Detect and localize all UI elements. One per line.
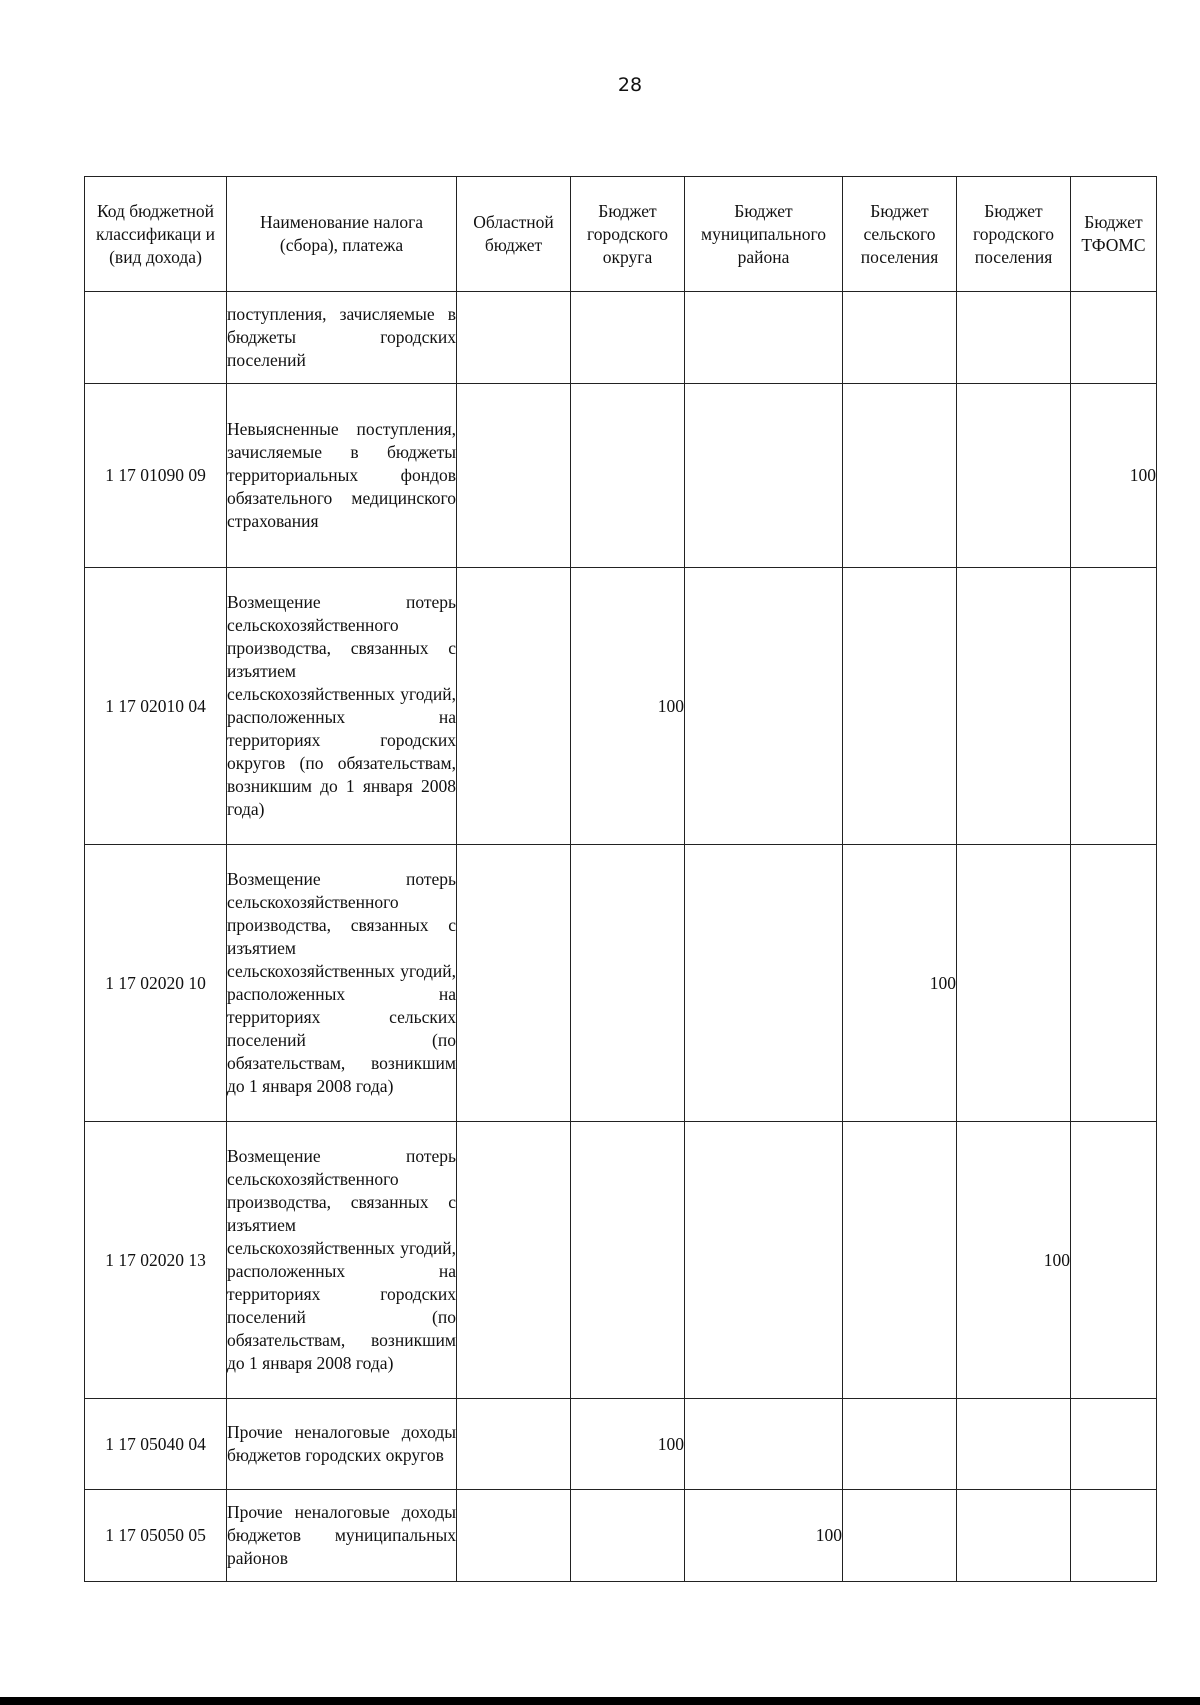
row-tfoms-value [1071, 1122, 1157, 1399]
row-name: Возмещение потерь сельскохозяйственного производства, связанных с изъятием сельскохозяйственных угодий, расположенных на территориях городских поселений (по обязательствам, возникшим до 1 января 2008 года) [227, 1122, 457, 1399]
row-municipal-district-value [685, 845, 843, 1122]
row-regional-value [457, 1490, 571, 1582]
row-municipal-district-value [685, 1399, 843, 1490]
row-tfoms-value [1071, 292, 1157, 384]
row-tfoms-value [1071, 1399, 1157, 1490]
row-rural-settlement-value: 100 [843, 845, 957, 1122]
row-code: 1 17 05050 05 [85, 1490, 227, 1582]
row-municipal-district-value [685, 568, 843, 845]
row-urban-settlement-value [957, 292, 1071, 384]
row-code: 1 17 02020 10 [85, 845, 227, 1122]
header-tfoms-budget: Бюджет ТФОМС [1071, 177, 1157, 292]
row-city-district-value [571, 292, 685, 384]
row-municipal-district-value [685, 1122, 843, 1399]
row-code: 1 17 02020 13 [85, 1122, 227, 1399]
row-tfoms-value [1071, 1490, 1157, 1582]
header-municipal-district-budget: Бюджет муниципального района [685, 177, 843, 292]
row-regional-value [457, 1399, 571, 1490]
row-urban-settlement-value [957, 1490, 1071, 1582]
row-regional-value [457, 1122, 571, 1399]
row-rural-settlement-value [843, 568, 957, 845]
table-header-row [85, 177, 1157, 292]
row-name: поступления, зачисляемые в бюджеты городских поселений [227, 292, 457, 384]
row-code: 1 17 05040 04 [85, 1399, 227, 1490]
row-municipal-district-value: 100 [685, 1490, 843, 1582]
row-tfoms-value [1071, 568, 1157, 845]
row-rural-settlement-value [843, 384, 957, 568]
row-rural-settlement-value [843, 292, 957, 384]
row-rural-settlement-value [843, 1122, 957, 1399]
row-urban-settlement-value [957, 568, 1071, 845]
table-row [85, 1399, 1157, 1490]
table-row [85, 1122, 1157, 1399]
budget-classification-table [84, 176, 1157, 1582]
row-name: Возмещение потерь сельскохозяйственного производства, связанных с изъятием сельскохозяйственных угодий, расположенных на территориях сельских поселений (по обязательствам, возникшим до 1 января 2008 года) [227, 845, 457, 1122]
row-city-district-value [571, 1490, 685, 1582]
scan-bottom-edge [0, 1697, 1200, 1705]
row-rural-settlement-value [843, 1490, 957, 1582]
row-city-district-value [571, 384, 685, 568]
row-code [85, 292, 227, 384]
row-urban-settlement-value: 100 [957, 1122, 1071, 1399]
row-urban-settlement-value [957, 384, 1071, 568]
row-city-district-value [571, 845, 685, 1122]
row-urban-settlement-value [957, 1399, 1071, 1490]
header-city-district-budget: Бюджет городского округа [571, 177, 685, 292]
row-regional-value [457, 384, 571, 568]
table-row [85, 568, 1157, 845]
table-row [85, 292, 1157, 384]
row-city-district-value: 100 [571, 568, 685, 845]
row-name: Возмещение потерь сельскохозяйственного производства, связанных с изъятием сельскохозяйственных угодий, расположенных на территориях городских округов (по обязательствам, возникшим до 1 января 2008 года) [227, 568, 457, 845]
row-tfoms-value [1071, 845, 1157, 1122]
page-number: 28 [617, 74, 643, 96]
row-municipal-district-value [685, 292, 843, 384]
row-code: 1 17 01090 09 [85, 384, 227, 568]
row-regional-value [457, 845, 571, 1122]
header-regional-budget: Областной бюджет [457, 177, 571, 292]
row-name: Прочие неналоговые доходы бюджетов муниципальных районов [227, 1490, 457, 1582]
header-urban-settlement-budget: Бюджет городского поселения [957, 177, 1071, 292]
header-rural-settlement-budget: Бюджет сельского поселения [843, 177, 957, 292]
row-city-district-value [571, 1122, 685, 1399]
row-urban-settlement-value [957, 845, 1071, 1122]
row-tfoms-value: 100 [1071, 384, 1157, 568]
header-tax-name: Наименование налога (сбора), платежа [227, 177, 457, 292]
row-rural-settlement-value [843, 1399, 957, 1490]
row-name: Невыясненные поступления, зачисляемые в бюджеты территориальных фондов обязательного медицинского страхования [227, 384, 457, 568]
row-name: Прочие неналоговые доходы бюджетов городских округов [227, 1399, 457, 1490]
table-row [85, 1490, 1157, 1582]
header-code: Код бюджетной классификаци и (вид дохода) [85, 177, 227, 292]
row-regional-value [457, 292, 571, 384]
row-city-district-value: 100 [571, 1399, 685, 1490]
table-row [85, 845, 1157, 1122]
row-code: 1 17 02010 04 [85, 568, 227, 845]
table-row [85, 384, 1157, 568]
row-municipal-district-value [685, 384, 843, 568]
row-regional-value [457, 568, 571, 845]
